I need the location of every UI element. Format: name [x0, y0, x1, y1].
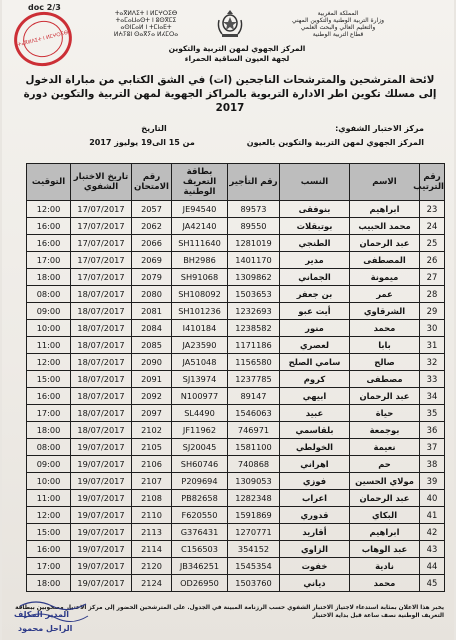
- cell-lastname: ابراهيم: [350, 524, 420, 541]
- cell-firstname: اعراب: [280, 490, 350, 507]
- cell-exam-no: 2085: [132, 337, 172, 354]
- cell-lastname: بوجمعة: [350, 422, 420, 439]
- cell-oral-date: 18/07/2017: [71, 354, 132, 371]
- cell-firstname: بلقاسمي: [280, 422, 350, 439]
- cell-payroll: 89147: [228, 388, 280, 405]
- cell-time: 17:00: [27, 405, 71, 422]
- table-row: [27, 490, 445, 507]
- header-arabic: [258, 10, 418, 38]
- cell-firstname: قدوري: [280, 507, 350, 524]
- cell-payroll: 1545354: [228, 558, 280, 575]
- cell-lastname: مصطفى: [350, 371, 420, 388]
- cell-lastname: عمر: [350, 286, 420, 303]
- cell-time: 09:00: [27, 303, 71, 320]
- cell-oral-date: 18/07/2017: [71, 286, 132, 303]
- stamp-text: ⵜⴰⴳⵍⴷⵉⵜ ⵏ ⵍⵎⵖⵔⵉⴱ: [16, 29, 69, 48]
- footer-note: يخبر هذا الاعلان بمثابة استدعاء لاجتياز الاختبار الشفوي حسب الرزنامة المبينة في الجدول. على المترشحين الحضور إلى مركز الاختبار مصحوبين ببطاقة التعريف الوطنية نصف ساعة قبل بداية الاختبار: [15, 605, 444, 619]
- cell-payroll: 1503760: [228, 575, 280, 592]
- table-row: [27, 235, 445, 252]
- cell-rank: 31: [420, 337, 445, 354]
- cell-rank: 26: [420, 252, 445, 269]
- cell-exam-no: 2102: [132, 422, 172, 439]
- cell-time: 17:00: [27, 252, 71, 269]
- cell-exam-no: 2106: [132, 456, 172, 473]
- cell-payroll: 740868: [228, 456, 280, 473]
- candidates-table: [26, 163, 445, 592]
- cell-lastname: عبد الرحمان: [350, 490, 420, 507]
- cell-time: 15:00: [27, 371, 71, 388]
- cell-exam-no: 2066: [132, 235, 172, 252]
- cell-oral-date: 18/07/2017: [71, 371, 132, 388]
- cell-exam-no: 2092: [132, 388, 172, 405]
- cell-firstname: عبيد: [280, 405, 350, 422]
- cell-exam-no: 2120: [132, 558, 172, 575]
- cell-lastname: نادية: [350, 558, 420, 575]
- table-row: [27, 252, 445, 269]
- table-row: [27, 541, 445, 558]
- table-row: [27, 371, 445, 388]
- cell-rank: 29: [420, 303, 445, 320]
- cell-cin: JA23590: [172, 337, 228, 354]
- test-center-label: مركز الاختبار الشفوي:: [335, 124, 424, 133]
- document-page: [2, 0, 454, 640]
- cell-payroll: 1237785: [228, 371, 280, 388]
- cell-firstname: فوزي: [280, 473, 350, 490]
- header-amazigh-line4: ⵍⵄⵢⵓⵏ ⵙⴰⴳⵢⴰ ⵍⵃⵎⵔⴰ: [113, 31, 179, 38]
- coat-of-arms-icon: [216, 8, 244, 38]
- cell-firstname: سامي الصلح: [280, 354, 350, 371]
- cell-time: 12:00: [27, 201, 71, 218]
- official-stamp: [8, 6, 77, 72]
- cell-payroll: 746971: [228, 422, 280, 439]
- cell-time: 12:00: [27, 507, 71, 524]
- cell-exam-no: 2105: [132, 439, 172, 456]
- table-header-row: [27, 164, 445, 201]
- cell-time: 10:00: [27, 473, 71, 490]
- cell-oral-date: 19/07/2017: [71, 541, 132, 558]
- cell-lastname: صالح: [350, 354, 420, 371]
- regional-center-heading: [162, 44, 312, 64]
- cell-payroll: 1238582: [228, 320, 280, 337]
- cell-cin: PB82658: [172, 490, 228, 507]
- cell-rank: 32: [420, 354, 445, 371]
- cell-oral-date: 19/07/2017: [71, 473, 132, 490]
- header-lastname: الاسم: [350, 164, 420, 201]
- cell-rank: 35: [420, 405, 445, 422]
- cell-oral-date: 19/07/2017: [71, 575, 132, 592]
- cell-time: 08:00: [27, 286, 71, 303]
- table-row: [27, 201, 445, 218]
- header-arabic-line4: قطاع التربية الوطنية: [312, 31, 364, 38]
- cell-oral-date: 19/07/2017: [71, 490, 132, 507]
- cell-lastname: محمد: [350, 320, 420, 337]
- cell-firstname: منور: [280, 320, 350, 337]
- cell-payroll: 1156580: [228, 354, 280, 371]
- table-row: [27, 456, 445, 473]
- cell-oral-date: 19/07/2017: [71, 558, 132, 575]
- cell-firstname: أيت عبو: [280, 303, 350, 320]
- header-arabic-line2: وزارة التربية الوطنية والتكوين المهني: [291, 17, 385, 24]
- table-row: [27, 303, 445, 320]
- cell-cin: JA42140: [172, 218, 228, 235]
- cell-time: 18:00: [27, 575, 71, 592]
- cell-payroll: 1401170: [228, 252, 280, 269]
- cell-firstname: اهراني: [280, 456, 350, 473]
- cell-rank: 40: [420, 490, 445, 507]
- cell-time: 11:00: [27, 337, 71, 354]
- header-amazigh-line2: ⵜⴰⵎⴰⵡⴰⵙⵜ ⵏ ⵓⵙⴳⵎⵉ: [115, 17, 177, 24]
- cell-firstname: دياني: [280, 575, 350, 592]
- cell-payroll: 1503653: [228, 286, 280, 303]
- header-cin: بطاقة التعريف الوطنية: [172, 164, 228, 201]
- cell-oral-date: 18/07/2017: [71, 405, 132, 422]
- cell-cin: G376431: [172, 524, 228, 541]
- cell-cin: SL4490: [172, 405, 228, 422]
- date-range: من 15 الى19 يوليوز 2017: [89, 138, 195, 147]
- table-row: [27, 422, 445, 439]
- cell-cin: JA51048: [172, 354, 228, 371]
- cell-exam-no: 2081: [132, 303, 172, 320]
- cell-cin: SH91068: [172, 269, 228, 286]
- cell-exam-no: 2108: [132, 490, 172, 507]
- cell-lastname: ميمونة: [350, 269, 420, 286]
- cell-cin: JF11962: [172, 422, 228, 439]
- cell-payroll: 1309053: [228, 473, 280, 490]
- test-center-name: المركز الجهوي لمهن التربية والتكوين بالعيون: [246, 138, 424, 147]
- cell-lastname: مولاي الحسين: [350, 473, 420, 490]
- cell-time: 16:00: [27, 541, 71, 558]
- cell-firstname: كروم: [280, 371, 350, 388]
- cell-exam-no: 2113: [132, 524, 172, 541]
- cell-exam-no: 2079: [132, 269, 172, 286]
- cell-rank: 37: [420, 439, 445, 456]
- cell-oral-date: 19/07/2017: [71, 456, 132, 473]
- cell-firstname: الخولطي: [280, 439, 350, 456]
- cell-oral-date: 19/07/2017: [71, 439, 132, 456]
- table-row: [27, 575, 445, 592]
- cell-cin: SJ20045: [172, 439, 228, 456]
- cell-firstname: مدير: [280, 252, 350, 269]
- cell-time: 18:00: [27, 269, 71, 286]
- cell-firstname: الزاوي: [280, 541, 350, 558]
- region-line1: المركز الجهوي لمهن التربية والتكوين: [168, 44, 306, 53]
- cell-time: 09:00: [27, 456, 71, 473]
- cell-payroll: 89573: [228, 201, 280, 218]
- cell-time: 08:00: [27, 439, 71, 456]
- cell-rank: 38: [420, 456, 445, 473]
- header-firstname: النسب: [280, 164, 350, 201]
- cell-exam-no: 2069: [132, 252, 172, 269]
- cell-firstname: بوتبقلات: [280, 218, 350, 235]
- cell-lastname: الشرقاوي: [350, 303, 420, 320]
- cell-time: 16:00: [27, 218, 71, 235]
- cell-firstname: الجماني: [280, 269, 350, 286]
- cell-time: 11:00: [27, 490, 71, 507]
- cell-cin: SH60746: [172, 456, 228, 473]
- cell-payroll: 89550: [228, 218, 280, 235]
- cell-exam-no: 2062: [132, 218, 172, 235]
- cell-cin: SH111640: [172, 235, 228, 252]
- cell-rank: 25: [420, 235, 445, 252]
- cell-payroll: 1591869: [228, 507, 280, 524]
- cell-lastname: المصطفى: [350, 252, 420, 269]
- cell-oral-date: 18/07/2017: [71, 303, 132, 320]
- cell-cin: BH2986: [172, 252, 228, 269]
- cell-lastname: بابا: [350, 337, 420, 354]
- cell-rank: 30: [420, 320, 445, 337]
- cell-lastname: حياة: [350, 405, 420, 422]
- cell-oral-date: 17/07/2017: [71, 201, 132, 218]
- cell-payroll: 354152: [228, 541, 280, 558]
- table-row: [27, 337, 445, 354]
- cell-lastname: عبد الوهاب: [350, 541, 420, 558]
- cell-firstname: الطنجي: [280, 235, 350, 252]
- header-amazigh: [90, 10, 202, 38]
- cell-rank: 42: [420, 524, 445, 541]
- cell-oral-date: 17/07/2017: [71, 252, 132, 269]
- cell-oral-date: 17/07/2017: [71, 218, 132, 235]
- table-row: [27, 269, 445, 286]
- cell-rank: 24: [420, 218, 445, 235]
- cell-exam-no: 2091: [132, 371, 172, 388]
- cell-lastname: نعيمة: [350, 439, 420, 456]
- cell-payroll: 1309862: [228, 269, 280, 286]
- cell-cin: F620550: [172, 507, 228, 524]
- cell-lastname: عبد الرحمان: [350, 235, 420, 252]
- cell-exam-no: 2124: [132, 575, 172, 592]
- cell-payroll: 1171186: [228, 337, 280, 354]
- cell-exam-no: 2107: [132, 473, 172, 490]
- cell-time: 16:00: [27, 235, 71, 252]
- cell-firstname: خفوت: [280, 558, 350, 575]
- cell-time: 18:00: [27, 422, 71, 439]
- cell-cin: OD26950: [172, 575, 228, 592]
- cell-time: 16:00: [27, 388, 71, 405]
- header-amazigh-line3: ⴰⵙⵏⵎⴰⵍ ⵏ ⵜⵎⵏⴰⴹⵜ: [120, 24, 172, 31]
- cell-rank: 45: [420, 575, 445, 592]
- header-time: التوقيت: [27, 164, 71, 201]
- cell-lastname: حم: [350, 456, 420, 473]
- document-reference: doc 2/3: [28, 3, 61, 12]
- signature-name: الراحل محمود: [18, 624, 73, 633]
- header-payroll: رقم التأجير: [228, 164, 280, 201]
- cell-payroll: 1232693: [228, 303, 280, 320]
- header-arabic-line3: والتعليم العالي والبحث العلمي: [300, 24, 376, 31]
- table-row: [27, 524, 445, 541]
- cell-payroll: 1282348: [228, 490, 280, 507]
- cell-cin: SJ13974: [172, 371, 228, 388]
- cell-oral-date: 19/07/2017: [71, 507, 132, 524]
- cell-firstname: أقاريد: [280, 524, 350, 541]
- date-label: التاريخ: [141, 124, 167, 133]
- region-line2: لجهة العيون الساقية الحمراء: [184, 54, 290, 63]
- cell-exam-no: 2114: [132, 541, 172, 558]
- cell-exam-no: 2090: [132, 354, 172, 371]
- cell-oral-date: 17/07/2017: [71, 235, 132, 252]
- cell-firstname: بن جعفر: [280, 286, 350, 303]
- table-row: [27, 405, 445, 422]
- cell-lastname: البكاي: [350, 507, 420, 524]
- cell-time: 15:00: [27, 524, 71, 541]
- header-arabic-line1: المملكة المغربية: [317, 10, 359, 17]
- table-row: [27, 507, 445, 524]
- cell-exam-no: 2057: [132, 201, 172, 218]
- cell-time: 10:00: [27, 320, 71, 337]
- cell-rank: 36: [420, 422, 445, 439]
- cell-payroll: 1546063: [228, 405, 280, 422]
- table-row: [27, 473, 445, 490]
- cell-exam-no: 2080: [132, 286, 172, 303]
- table-row: [27, 218, 445, 235]
- cell-cin: SH101236: [172, 303, 228, 320]
- header-oral-date: تاريخ الاختبار الشفوي: [71, 164, 132, 201]
- cell-oral-date: 18/07/2017: [71, 320, 132, 337]
- cell-oral-date: 18/07/2017: [71, 337, 132, 354]
- cell-firstname: لعصري: [280, 337, 350, 354]
- document-title: لائحة المترشحين والمترشحات الناجحين (ات) في الشق الكتابي من مباراة الدخول إلى مسلك تكوين اطر الادارة التربوية بالمراكز الجهوية لمهن التربية والتكوين دورة 2017: [23, 74, 437, 114]
- header-amazigh-line1: ⵜⴰⴳⵍⴷⵉⵜ ⵏ ⵍⵎⵖⵔⵉⴱ: [114, 10, 178, 17]
- cell-cin: JB346251: [172, 558, 228, 575]
- header-exam-no: رقم الامتحان: [132, 164, 172, 201]
- table-row: [27, 320, 445, 337]
- cell-rank: 23: [420, 201, 445, 218]
- cell-lastname: ابراهيم: [350, 201, 420, 218]
- table-row: [27, 354, 445, 371]
- cell-cin: SH108092: [172, 286, 228, 303]
- cell-rank: 27: [420, 269, 445, 286]
- cell-rank: 41: [420, 507, 445, 524]
- cell-exam-no: 2084: [132, 320, 172, 337]
- cell-rank: 28: [420, 286, 445, 303]
- cell-cin: JE94540: [172, 201, 228, 218]
- header-rank: رقم الترتيب: [420, 164, 445, 201]
- cell-firstname: ابيهي: [280, 388, 350, 405]
- cell-cin: I410184: [172, 320, 228, 337]
- cell-payroll: 1581100: [228, 439, 280, 456]
- cell-rank: 39: [420, 473, 445, 490]
- table-row: [27, 439, 445, 456]
- cell-oral-date: 18/07/2017: [71, 422, 132, 439]
- cell-oral-date: 18/07/2017: [71, 388, 132, 405]
- cell-rank: 34: [420, 388, 445, 405]
- cell-cin: N100977: [172, 388, 228, 405]
- cell-exam-no: 2097: [132, 405, 172, 422]
- cell-rank: 44: [420, 558, 445, 575]
- cell-oral-date: 19/07/2017: [71, 524, 132, 541]
- cell-cin: P209694: [172, 473, 228, 490]
- table-body: [27, 201, 445, 592]
- cell-oral-date: 17/07/2017: [71, 269, 132, 286]
- cell-lastname: محمد الحبيب: [350, 218, 420, 235]
- table-row: [27, 388, 445, 405]
- cell-payroll: 1281019: [228, 235, 280, 252]
- cell-time: 17:00: [27, 558, 71, 575]
- cell-lastname: محمد: [350, 575, 420, 592]
- cell-lastname: عبد الرحمان: [350, 388, 420, 405]
- table-row: [27, 286, 445, 303]
- cell-exam-no: 2110: [132, 507, 172, 524]
- cell-rank: 43: [420, 541, 445, 558]
- signature-title: المدير المكلف: [14, 610, 70, 619]
- cell-time: 12:00: [27, 354, 71, 371]
- cell-rank: 33: [420, 371, 445, 388]
- cell-cin: C156503: [172, 541, 228, 558]
- cell-firstname: بنوفقى: [280, 201, 350, 218]
- table-row: [27, 558, 445, 575]
- cell-payroll: 1270771: [228, 524, 280, 541]
